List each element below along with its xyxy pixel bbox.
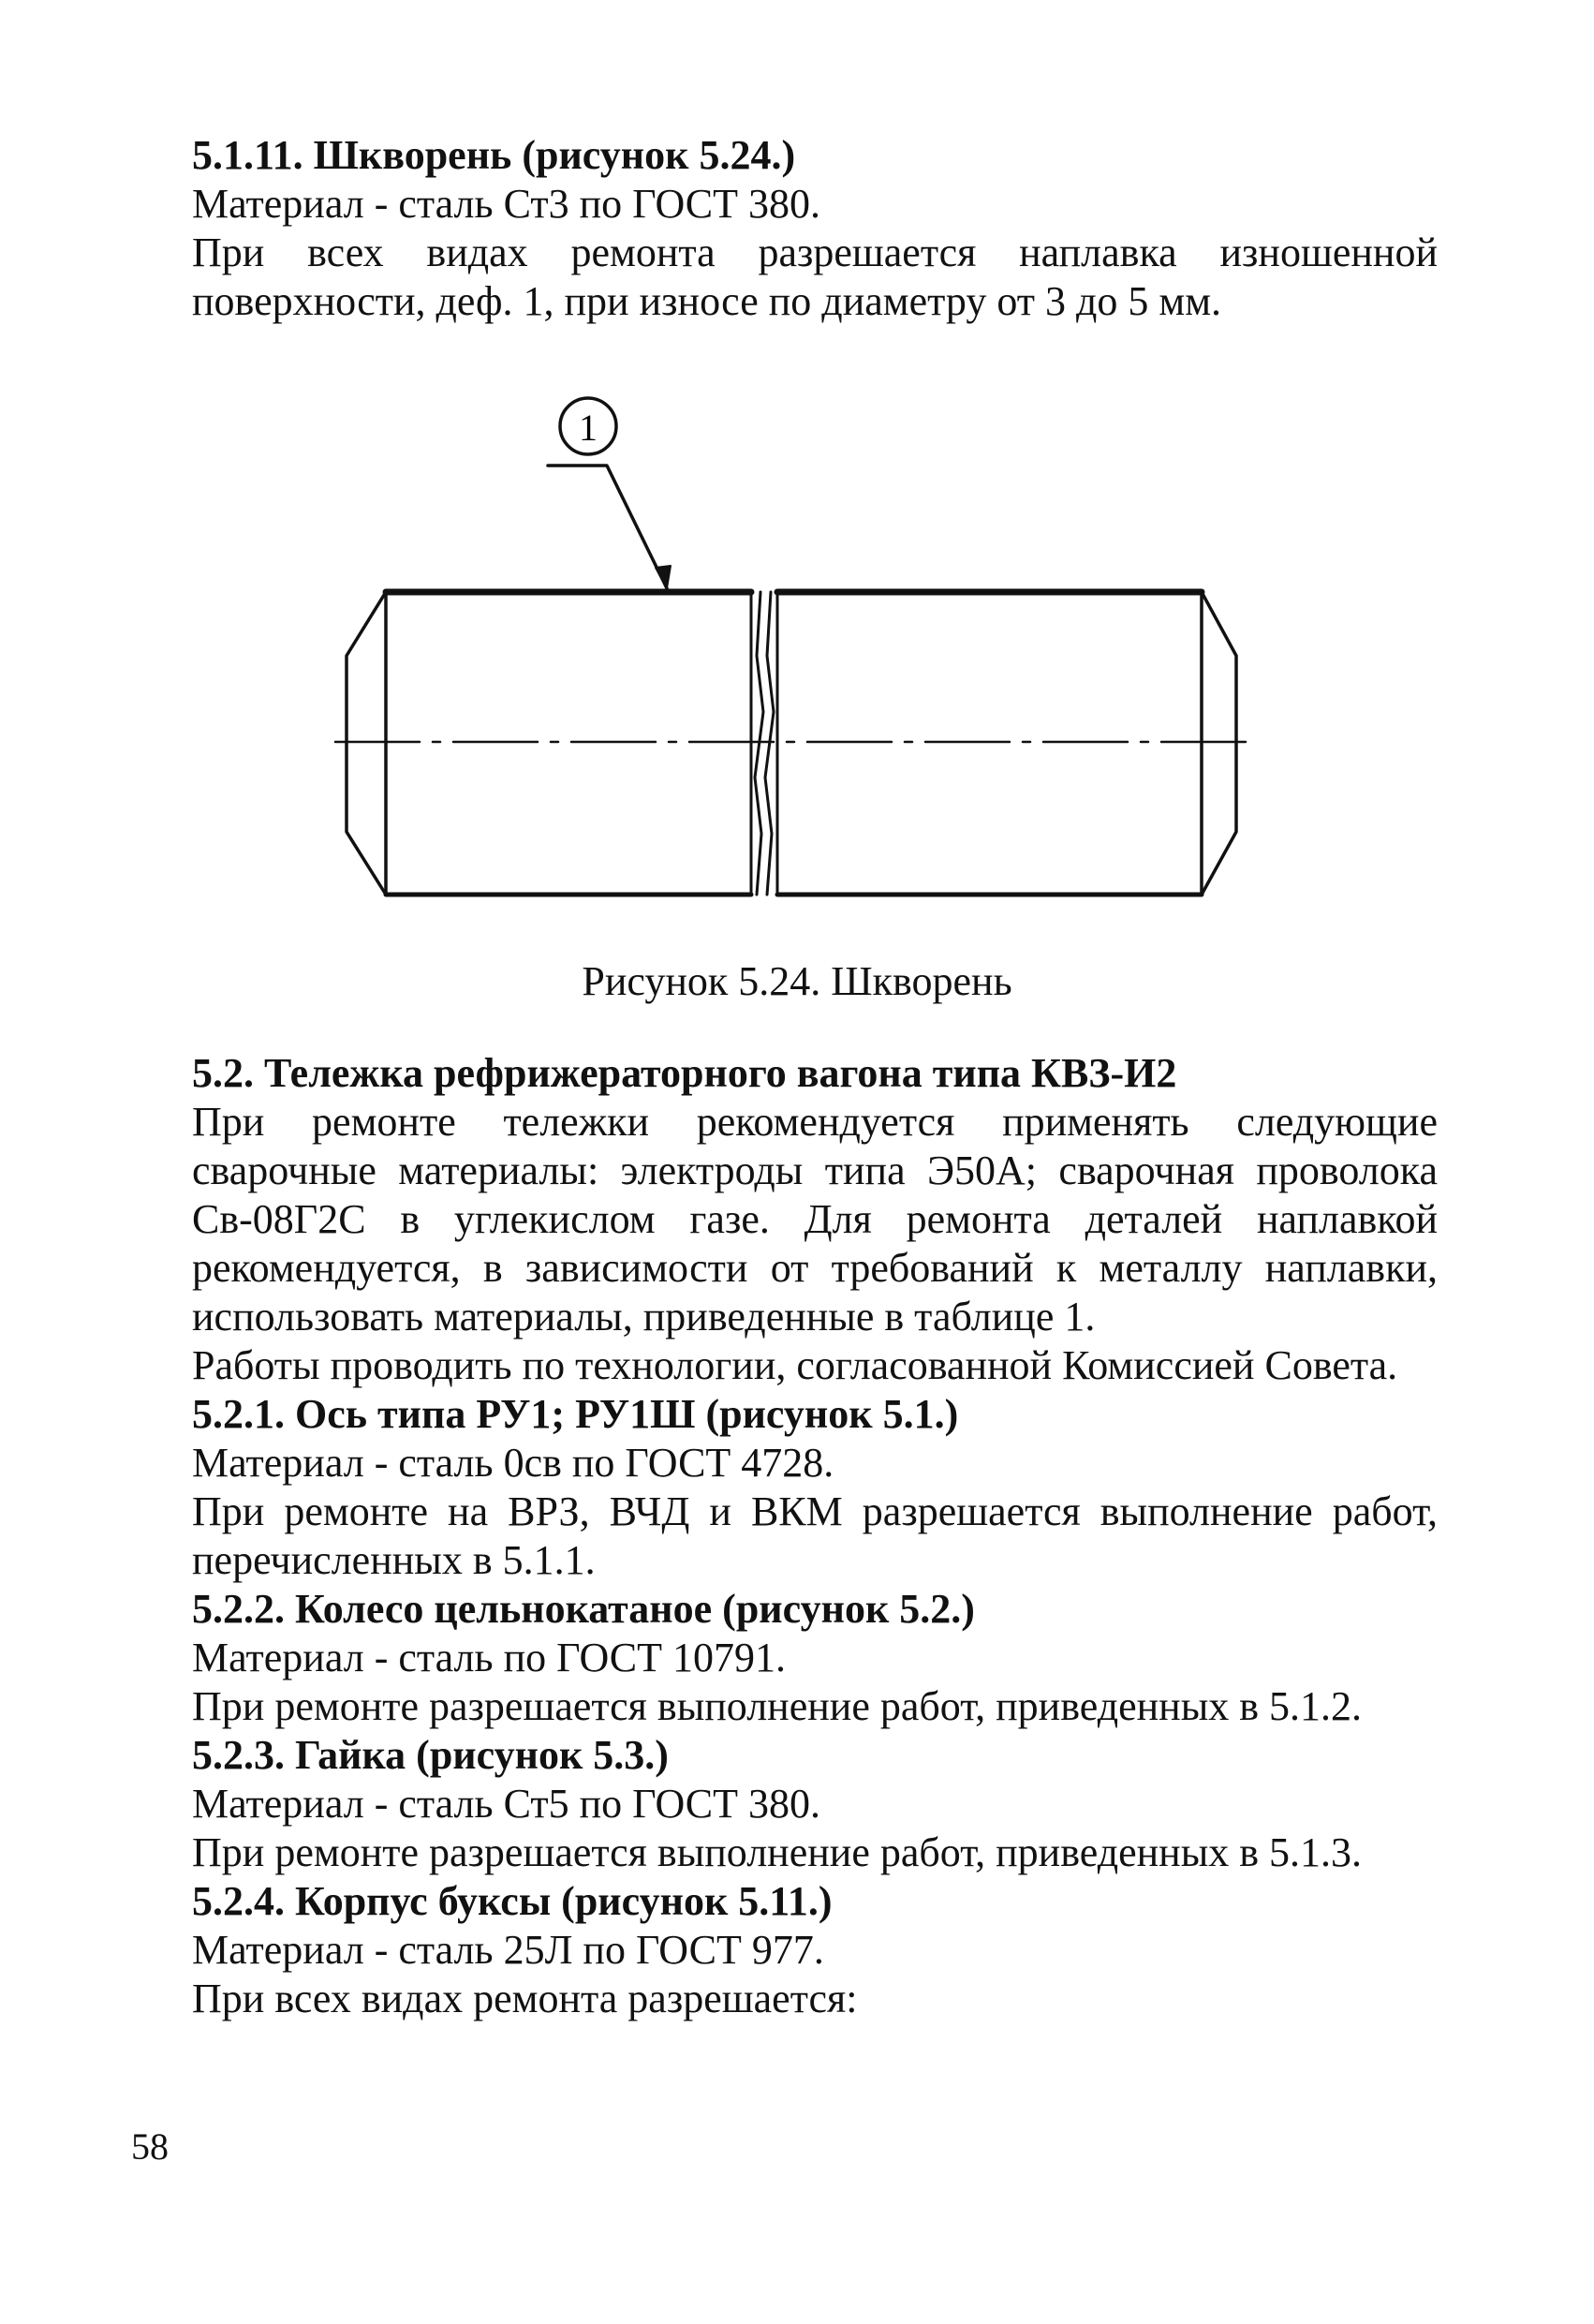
left-chamfer — [347, 592, 386, 895]
heading-5-2-3: 5.2.3. Гайка (рисунок 5.3.) — [192, 1732, 669, 1778]
material-line: Материал - сталь Ст3 по ГОСТ 380. — [192, 181, 820, 227]
break-line-right — [765, 592, 774, 895]
repair-paragraph: При всех видах ремонта разрешается наплавка изношенной поверхности, деф. 1, при износе по диаметру от 3 до 5 мм. — [192, 229, 1438, 324]
heading-5-1-11: 5.1.11. Шкворень (рисунок 5.24.) — [192, 132, 796, 178]
repair-5-2-4: При всех видах ремонта разрешается: — [192, 1976, 858, 2021]
heading-5-2-1: 5.2.1. Ось типа РУ1; РУ1Ш (рисунок 5.1.) — [192, 1391, 959, 1437]
right-chamfer — [1202, 592, 1236, 895]
material-5-2-2: Материал - сталь по ГОСТ 10791. — [192, 1635, 787, 1680]
heading-5-2-4: 5.2.4. Корпус буксы (рисунок 5.11.) — [192, 1878, 833, 1924]
figure-caption: Рисунок 5.24. Шкворень — [582, 958, 1012, 1004]
callout-number: 1 — [579, 407, 598, 449]
leader-arrow — [656, 566, 671, 588]
material-5-2-1: Материал - сталь 0св по ГОСТ 4728. — [192, 1440, 834, 1486]
repair-5-2-3: При ремонте разрешается выполнение работ, приведенных в 5.1.3. — [192, 1829, 1363, 1875]
section-5-2 — [192, 1049, 1438, 2023]
para-technology: Работы проводить по технологии, согласованной Комиссией Совета. — [192, 1342, 1398, 1388]
heading-5-2: 5.2. Тележка рефрижераторного вагона типа КВЗ-И2 — [192, 1050, 1177, 1096]
material-5-2-3: Материал - сталь Ст5 по ГОСТ 380. — [192, 1781, 820, 1827]
kingpin-drawing — [0, 0, 1594, 937]
heading-5-2-2: 5.2.2. Колесо цельнокатаное (рисунок 5.2.) — [192, 1586, 975, 1632]
leader-line — [548, 466, 667, 588]
break-line-left — [755, 592, 763, 895]
material-5-2-4: Материал - сталь 25Л по ГОСТ 977. — [192, 1927, 824, 1973]
repair-5-2-1: При ремонте на ВРЗ, ВЧД и ВКМ разрешается выполнение работ, перечисленных в 5.1.1. — [192, 1488, 1438, 1583]
page-number: 58 — [131, 2125, 169, 2168]
repair-5-2-2: При ремонте разрешается выполнение работ, приведенных в 5.1.2. — [192, 1683, 1363, 1729]
para-welding-materials: При ремонте тележки рекомендуется применять следующие сварочные материалы: электроды типа Э50А; сварочная проволока Св-08Г2С в углекислом газе. Для ремонта деталей наплавкой рекомендуется, в зависимости от требований к металлу наплавки, использовать материалы, приведенные в таблице 1. — [192, 1099, 1438, 1340]
